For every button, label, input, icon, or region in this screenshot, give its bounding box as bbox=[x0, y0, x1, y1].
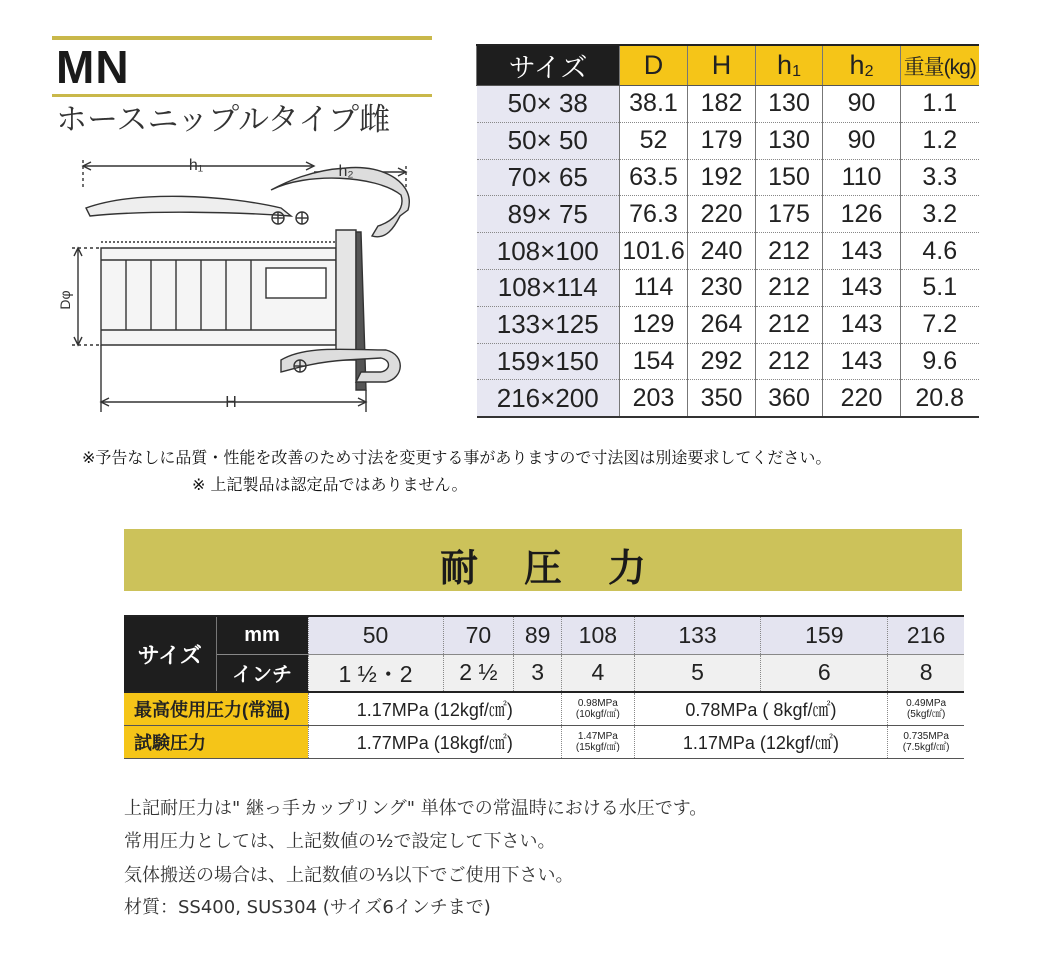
cell-h1: 212 bbox=[756, 269, 823, 306]
cell-weight: 3.3 bbox=[901, 159, 979, 196]
inch-1-5-2: 1 ½・2 bbox=[308, 654, 443, 692]
pressure-banner-title: 耐圧力 bbox=[439, 546, 692, 590]
cell-h2: 143 bbox=[823, 269, 901, 306]
table-row bbox=[477, 269, 979, 306]
max-pressure-small: 1.17MPa (12kgf/㎠) bbox=[308, 692, 562, 725]
cell-size: 108×114 bbox=[477, 269, 620, 306]
pressure-banner bbox=[124, 529, 962, 591]
pressure-table bbox=[124, 615, 964, 759]
cell-h2: 143 bbox=[823, 306, 901, 343]
cell-d: 129 bbox=[620, 306, 688, 343]
table-row bbox=[477, 122, 979, 159]
cell-h: 350 bbox=[688, 380, 756, 417]
cell-h: 264 bbox=[688, 306, 756, 343]
cell-h: 192 bbox=[688, 159, 756, 196]
cell-d: 203 bbox=[620, 380, 688, 417]
cell-d: 101.6 bbox=[620, 233, 688, 270]
cell-weight: 1.1 bbox=[901, 86, 979, 123]
mm-70: 70 bbox=[443, 616, 514, 654]
cell-d: 154 bbox=[620, 343, 688, 380]
col-h: H bbox=[688, 45, 756, 86]
table-row bbox=[477, 380, 979, 417]
col-h2: h2 bbox=[823, 45, 901, 86]
cell-h2: 143 bbox=[823, 343, 901, 380]
cell-size: 159×150 bbox=[477, 343, 620, 380]
dimension-table bbox=[476, 44, 979, 418]
cell-h1: 150 bbox=[756, 159, 823, 196]
mm-159: 159 bbox=[761, 616, 888, 654]
max-216-mpa: 0.49MPa bbox=[906, 697, 947, 709]
cell-d: 63.5 bbox=[620, 159, 688, 196]
cell-size: 89× 75 bbox=[477, 196, 620, 233]
cell-size: 108×100 bbox=[477, 233, 620, 270]
cell-size: 70× 65 bbox=[477, 159, 620, 196]
inch-6: 6 bbox=[761, 654, 888, 692]
test-pressure-108 bbox=[562, 725, 635, 758]
max-pressure-label: 最高使用圧力(常温) bbox=[124, 692, 308, 725]
inch-4: 4 bbox=[562, 654, 635, 692]
inch-8: 8 bbox=[888, 654, 964, 692]
footer-line-3: 気体搬送の場合は、上記数値の⅓以下でご使用下さい。 bbox=[124, 865, 574, 886]
note-spec-change: ※予告なしに品質・性能を改善のため寸法を変更する事がありますので寸法図は別途要求してください。 bbox=[82, 448, 832, 467]
mm-108: 108 bbox=[562, 616, 635, 654]
cell-h2: 126 bbox=[823, 196, 901, 233]
max-pressure-108 bbox=[562, 692, 635, 725]
dimension-table-header bbox=[477, 45, 979, 86]
pressure-row-mm bbox=[124, 616, 964, 654]
test-pressure-small: 1.77MPa (18kgf/㎠) bbox=[308, 725, 562, 758]
test-pressure-label: 試験圧力 bbox=[124, 725, 308, 758]
col-size: サイズ bbox=[477, 45, 620, 86]
pressure-table-wrap bbox=[124, 615, 964, 759]
max-pressure-mid: 0.78MPa ( 8kgf/㎠) bbox=[634, 692, 888, 725]
table-row bbox=[477, 306, 979, 343]
test-108-mpa: 1.47MPa bbox=[577, 730, 618, 742]
pressure-row-max bbox=[124, 692, 964, 725]
label-h2: h₂ bbox=[338, 163, 354, 180]
cell-size: 50× 50 bbox=[477, 122, 620, 159]
cell-h1: 130 bbox=[756, 86, 823, 123]
col-d: D bbox=[620, 45, 688, 86]
cell-h1: 175 bbox=[756, 196, 823, 233]
pressure-row-inch bbox=[124, 654, 964, 692]
mm-133: 133 bbox=[634, 616, 761, 654]
max-pressure-216 bbox=[888, 692, 964, 725]
coupling-drawing bbox=[56, 150, 436, 420]
inch-5: 5 bbox=[634, 654, 761, 692]
inch-2-5: 2 ½ bbox=[443, 654, 514, 692]
cell-h: 240 bbox=[688, 233, 756, 270]
cell-h: 179 bbox=[688, 122, 756, 159]
cell-size: 216×200 bbox=[477, 380, 620, 417]
test-108-kgf: (15kgf/㎠) bbox=[575, 741, 620, 753]
pressure-row-test bbox=[124, 725, 964, 758]
cell-h2: 110 bbox=[823, 159, 901, 196]
cell-size: 50× 38 bbox=[477, 86, 620, 123]
pressure-mm-label: mm bbox=[216, 616, 308, 654]
cell-h1: 212 bbox=[756, 233, 823, 270]
col-h1: h1 bbox=[756, 45, 823, 86]
cell-h2: 220 bbox=[823, 380, 901, 417]
footer-line-2: 常用圧力としては、上記数値の½で設定して下さい。 bbox=[124, 831, 556, 852]
inch-3: 3 bbox=[514, 654, 562, 692]
model-code: MN bbox=[56, 41, 130, 93]
test-pressure-mid: 1.17MPa (12kgf/㎠) bbox=[634, 725, 888, 758]
cell-h: 292 bbox=[688, 343, 756, 380]
max-108-mpa: 0.98MPa bbox=[577, 697, 618, 709]
col-weight: 重量(kg) bbox=[901, 45, 979, 86]
cell-weight: 9.6 bbox=[901, 343, 979, 380]
test-216-mpa: 0.735MPa bbox=[903, 730, 949, 742]
cell-weight: 5.1 bbox=[901, 269, 979, 306]
cell-weight: 1.2 bbox=[901, 122, 979, 159]
cell-weight: 20.8 bbox=[901, 380, 979, 417]
cell-weight: 4.6 bbox=[901, 233, 979, 270]
footer-line-1: 上記耐圧力は" 継っ手カップリング" 単体での常温時における水圧です。 bbox=[124, 798, 708, 819]
table-row bbox=[477, 233, 979, 270]
cell-h: 220 bbox=[688, 196, 756, 233]
max-216-kgf: (5kgf/㎠) bbox=[906, 708, 946, 720]
cell-h1: 360 bbox=[756, 380, 823, 417]
table-row bbox=[477, 86, 979, 123]
pressure-size-label: サイズ bbox=[124, 616, 216, 692]
label-d: Dφ bbox=[57, 290, 73, 310]
table-row bbox=[477, 343, 979, 380]
cell-weight: 7.2 bbox=[901, 306, 979, 343]
mm-50: 50 bbox=[308, 616, 443, 654]
cell-size: 133×125 bbox=[477, 306, 620, 343]
cell-d: 38.1 bbox=[620, 86, 688, 123]
cell-h1: 212 bbox=[756, 343, 823, 380]
cell-d: 114 bbox=[620, 269, 688, 306]
cell-h: 230 bbox=[688, 269, 756, 306]
cell-h2: 90 bbox=[823, 122, 901, 159]
label-h1: h₁ bbox=[188, 157, 204, 174]
cell-h1: 212 bbox=[756, 306, 823, 343]
cell-h2: 90 bbox=[823, 86, 901, 123]
note-not-certified: ※ 上記製品は認定品ではありません。 bbox=[192, 475, 468, 494]
table-row bbox=[477, 196, 979, 233]
cell-h1: 130 bbox=[756, 122, 823, 159]
max-108-kgf: (10kgf/㎠) bbox=[575, 708, 620, 720]
footer-line-4: 材質：SS400, SUS304 (サイズ6インチまで) bbox=[124, 897, 491, 918]
mm-216: 216 bbox=[888, 616, 964, 654]
test-pressure-216 bbox=[888, 725, 964, 758]
mm-89: 89 bbox=[514, 616, 562, 654]
pressure-inch-label: インチ bbox=[216, 654, 308, 692]
table-row bbox=[477, 159, 979, 196]
test-216-kgf: (7.5kgf/㎠) bbox=[902, 741, 950, 753]
cell-weight: 3.2 bbox=[901, 196, 979, 233]
product-subtitle: ホースニップルタイプ雌 bbox=[56, 102, 391, 138]
cell-h2: 143 bbox=[823, 233, 901, 270]
label-h: H bbox=[225, 394, 237, 411]
header-rule-bottom bbox=[52, 94, 432, 97]
cell-h: 182 bbox=[688, 86, 756, 123]
cell-d: 52 bbox=[620, 122, 688, 159]
cell-d: 76.3 bbox=[620, 196, 688, 233]
